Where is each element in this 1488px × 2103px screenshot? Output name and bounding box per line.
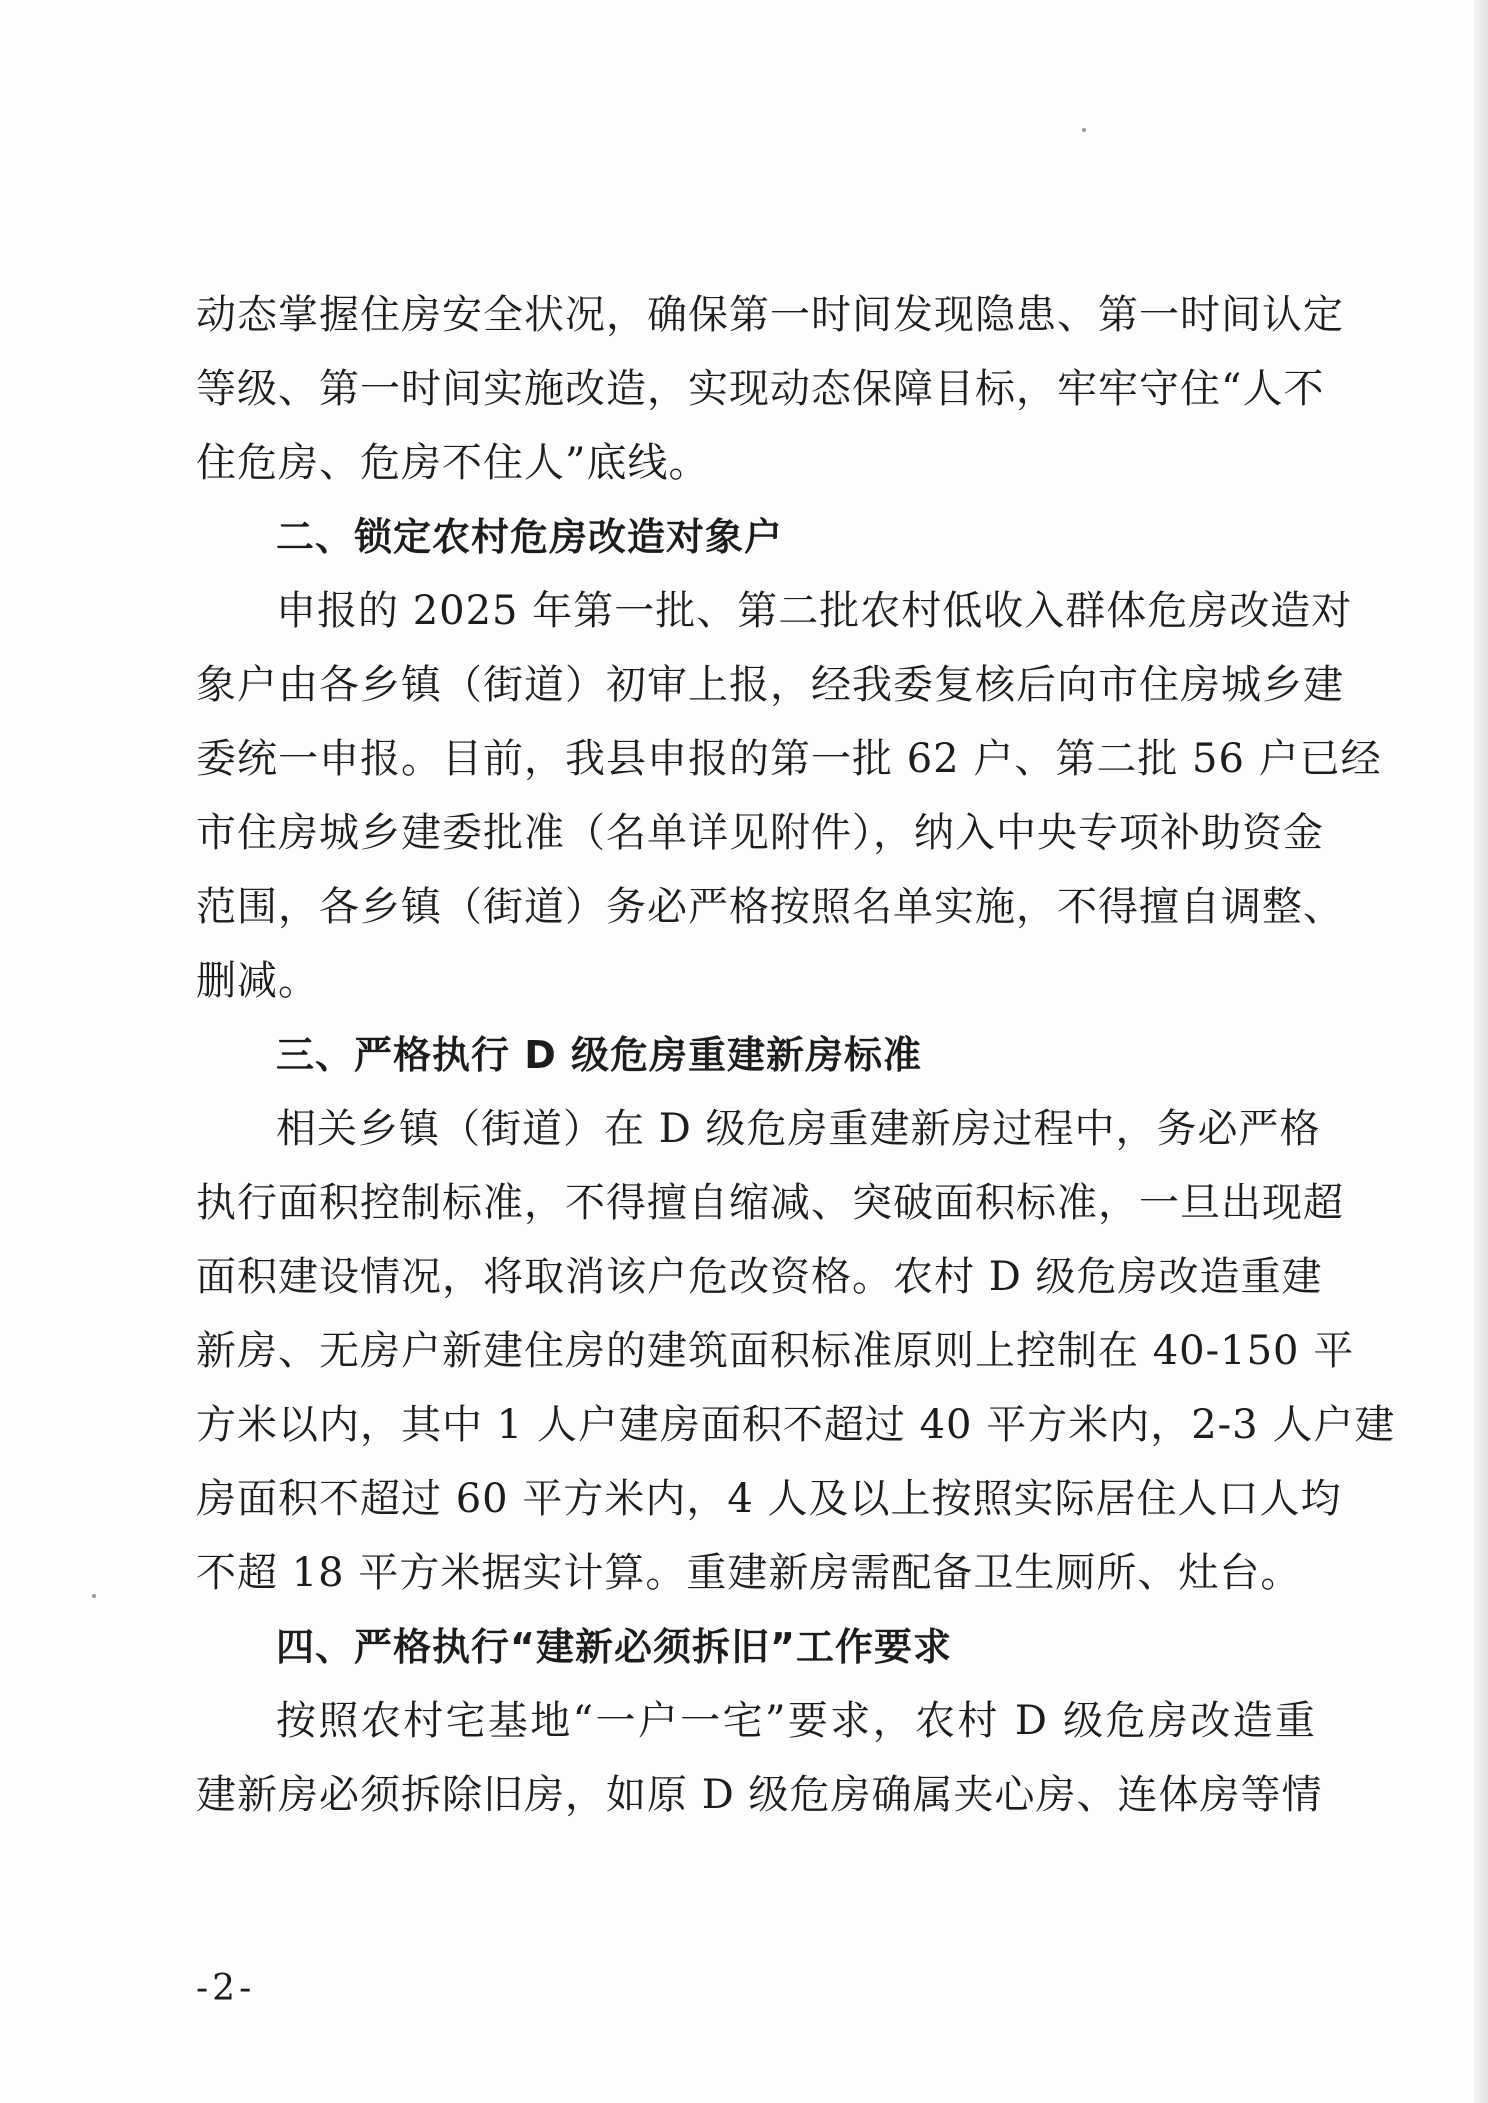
- scan-edge: [1474, 0, 1488, 2103]
- body-line: 委统一申报。目前，我县申报的第一批 62 户、第二批 56 户已经: [196, 736, 1382, 782]
- body-line: 方米以内，其中 1 人户建房面积不超过 40 平方米内，2-3 人户建: [196, 1402, 1396, 1448]
- body-line: 房面积不超过 60 平方米内，4 人及以上按照实际居住人口人均: [196, 1476, 1342, 1522]
- body-line: 不超 18 平方米据实计算。重建新房需配备卫生厕所、灶台。: [196, 1550, 1302, 1596]
- body-line: 按照农村宅基地“一户一宅”要求，农村 D 级危房改造重: [276, 1698, 1316, 1744]
- document-body: [196, 278, 1396, 1832]
- section-heading-4: 四、严格执行“建新必须拆旧”工作要求: [276, 1625, 952, 1669]
- body-line: 建新房必须拆除旧房，如原 D 级危房确属夹心房、连体房等情: [196, 1772, 1323, 1818]
- body-line: 新房、无房户新建住房的建筑面积标准原则上控制在 40-150 平: [196, 1328, 1355, 1374]
- scan-speck: [92, 1594, 96, 1598]
- body-line: 等级、第一时间实施改造，实现动态保障目标，牢牢守住“人不: [196, 366, 1325, 412]
- body-line: 象户由各乡镇（街道）初审上报，经我委复核后向市住房城乡建: [196, 662, 1344, 708]
- body-line: 执行面积控制标准，不得擅自缩减、突破面积标准，一旦出现超: [196, 1180, 1344, 1226]
- body-line: 删减。: [196, 958, 319, 1004]
- scan-speck: [1082, 128, 1086, 132]
- body-line: 面积建设情况，将取消该户危改资格。农村 D 级危房改造重建: [196, 1254, 1323, 1300]
- body-line: 申报的 2025 年第一批、第二批农村低收入群体危房改造对: [276, 588, 1353, 634]
- body-line: 动态掌握住房安全状况，确保第一时间发现隐患、第一时间认定: [196, 292, 1344, 338]
- body-line: 相关乡镇（街道）在 D 级危房重建新房过程中，务必严格: [276, 1106, 1321, 1152]
- section-heading-3: 三、严格执行 D 级危房重建新房标准: [276, 1033, 923, 1077]
- body-line: 住危房、危房不住人”底线。: [196, 440, 710, 486]
- body-line: 范围，各乡镇（街道）务必严格按照名单实施，不得擅自调整、: [196, 884, 1344, 930]
- page-number: -2-: [196, 1968, 256, 2009]
- section-heading-2: 二、锁定农村危房改造对象户: [276, 515, 784, 559]
- body-line: 市住房城乡建委批准（名单详见附件），纳入中央专项补助资金: [196, 810, 1324, 856]
